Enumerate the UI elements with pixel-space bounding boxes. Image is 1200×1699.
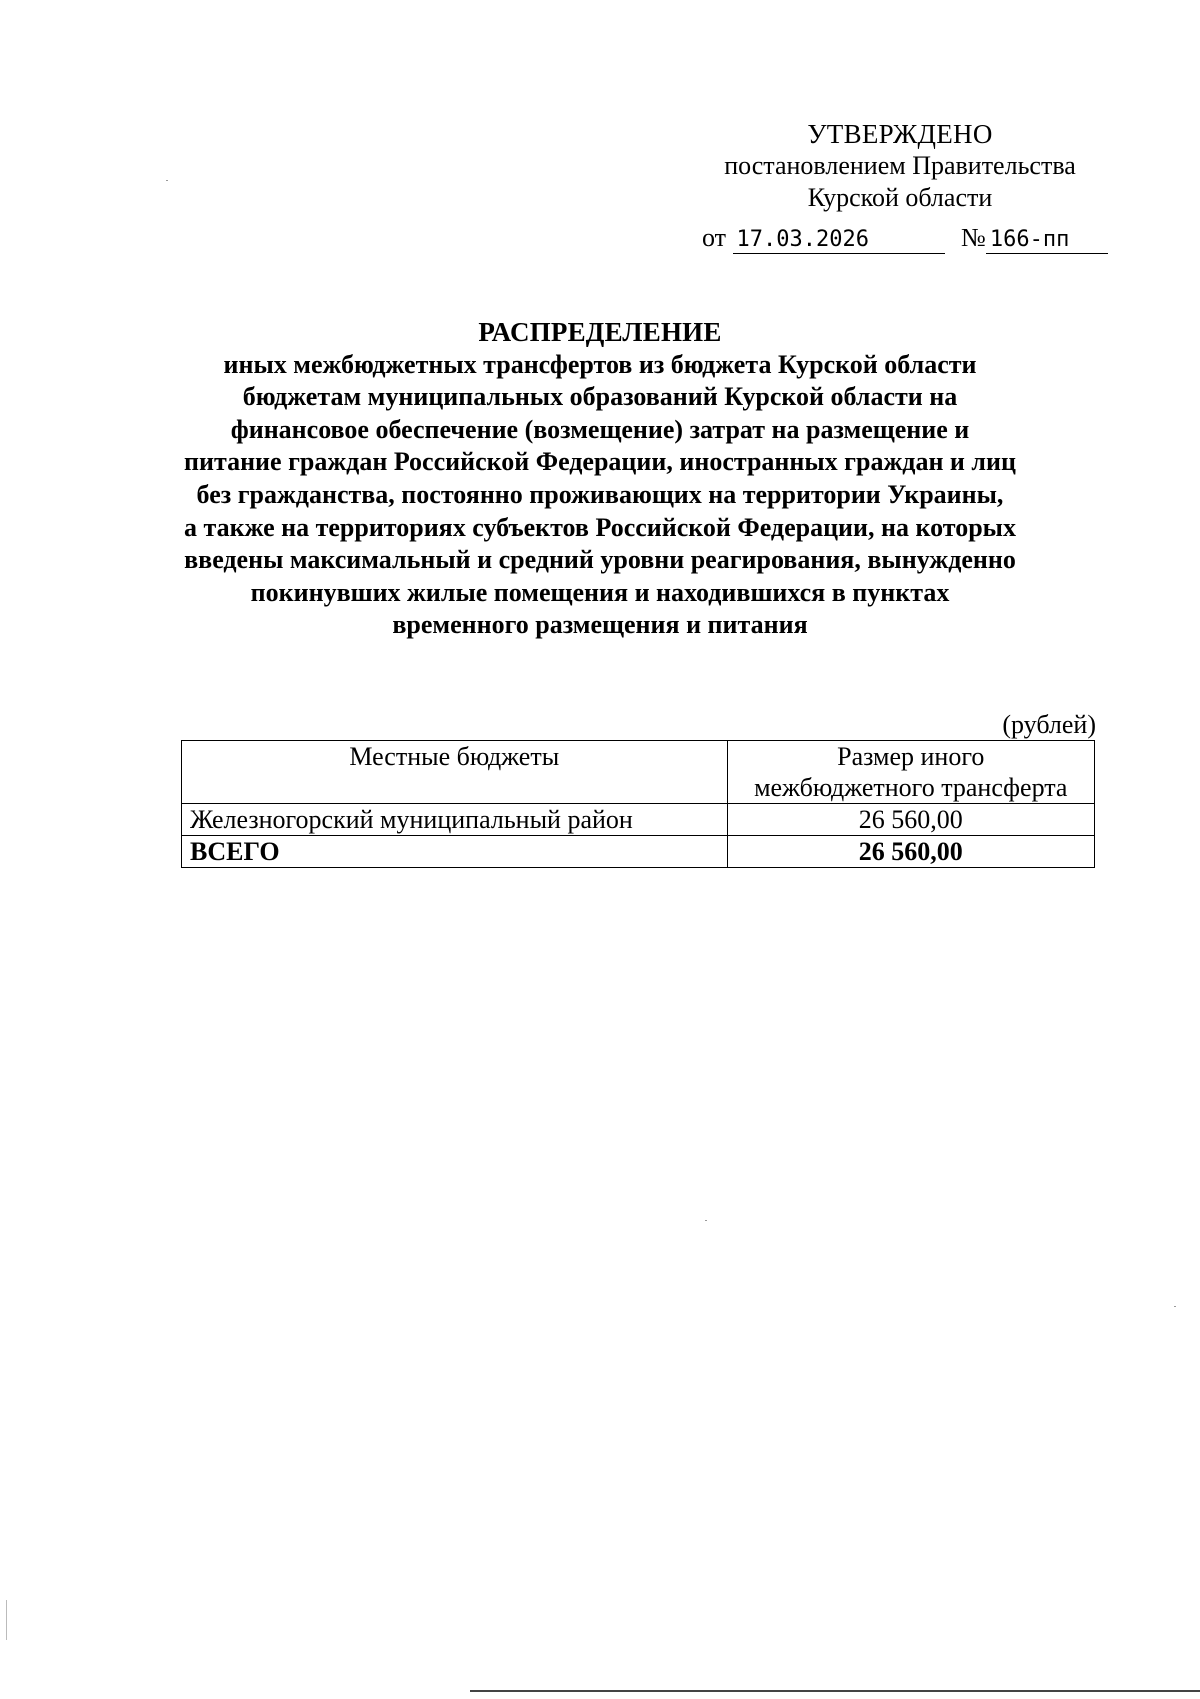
scan-edge-line: [470, 1690, 1200, 1692]
scan-edge-mark: [6, 1600, 7, 1640]
units-label: (рублей): [1002, 710, 1096, 739]
approval-line-2: постановлением Правительства: [724, 151, 1076, 180]
scan-dust: [1174, 1306, 1176, 1307]
title-line: а также на территориях субъектов Российской Федерации, на которых: [184, 512, 1016, 542]
title-line: финансовое обеспечение (возмещение) затрат на размещение и: [230, 414, 970, 444]
table-header-row: [182, 741, 1095, 804]
title-line: иных межбюджетных трансфертов из бюджета Курской области: [223, 349, 977, 379]
title-line: питание граждан Российской Федерации, иностранных граждан и лиц: [184, 447, 1016, 477]
number-prefix: №: [961, 223, 986, 252]
title-line: введены максимальный и средний уровни реагирования, вынужденно: [184, 545, 1016, 575]
column-header-amount: [727, 741, 1094, 804]
approved-label: УТВЕРЖДЕНО: [807, 119, 993, 149]
title-line: бюджетам муниципальных образований Курской области на: [242, 382, 958, 412]
column-header-budgets-text: Местные бюджеты: [349, 742, 560, 771]
title-line: временного размещения и питания: [392, 610, 808, 640]
approval-stamp: [700, 118, 1100, 214]
title-heading: РАСПРЕДЕЛЕНИЕ: [478, 317, 722, 347]
document-number: 166-пп: [986, 227, 1108, 254]
table-row: [182, 804, 1095, 836]
budget-name-cell: Железногорский муниципальный район: [182, 804, 728, 836]
title-line: без гражданства, постоянно проживающих на территории Украины,: [196, 479, 1004, 509]
total-label-cell: ВСЕГО: [182, 836, 728, 868]
total-amount-cell: 26 560,00: [727, 836, 1094, 868]
scan-dust: [705, 1220, 707, 1221]
document-reference: [702, 222, 1102, 254]
approval-line-3: Курской области: [807, 183, 993, 212]
title-line: покинувших жилые помещения и находившихся в пунктах: [250, 577, 950, 607]
date-prefix: от: [702, 223, 727, 252]
budget-table: [181, 740, 1095, 868]
table-total-row: [182, 836, 1095, 868]
budget-amount-cell: 26 560,00: [727, 804, 1094, 836]
document-date: 17.03.2026: [733, 227, 945, 254]
scan-dust: [166, 180, 168, 181]
document-title: [150, 316, 1050, 642]
column-header-budgets: [182, 741, 728, 804]
column-header-amount-line2: межбюджетного трансферта: [754, 773, 1068, 802]
column-header-amount-line1: Размер иного: [837, 742, 985, 771]
